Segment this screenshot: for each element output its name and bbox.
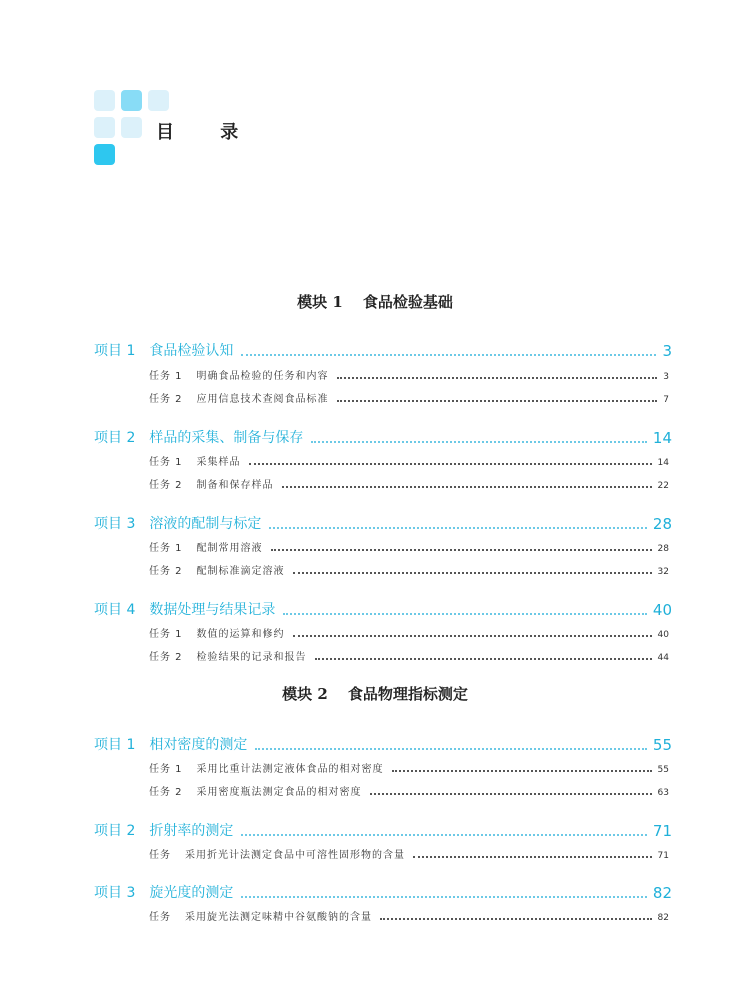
page-number: 14 bbox=[652, 429, 672, 447]
page-number: 40 bbox=[652, 601, 672, 619]
toc-task-entry[interactable] bbox=[149, 368, 669, 382]
toc-project-entry[interactable] bbox=[94, 515, 672, 533]
dot-leader bbox=[370, 793, 652, 795]
dot-leader bbox=[283, 613, 647, 615]
toc-task-entry[interactable] bbox=[149, 626, 669, 640]
page-number: 55 bbox=[657, 765, 669, 775]
page-number: 63 bbox=[657, 788, 669, 798]
task-label: 任务 1 采集样品 bbox=[149, 457, 241, 468]
toc-task-entry[interactable] bbox=[149, 847, 669, 861]
dot-leader bbox=[249, 463, 652, 465]
page-number: 55 bbox=[652, 736, 672, 754]
module-name: 食品物理指标测定 bbox=[347, 685, 468, 703]
task-label: 任务 1 明确食品检验的任务和内容 bbox=[149, 371, 329, 382]
dot-leader bbox=[311, 441, 647, 443]
page-number: 44 bbox=[657, 653, 669, 663]
dot-leader bbox=[293, 635, 652, 637]
page-number: 71 bbox=[657, 851, 669, 861]
page-number: 71 bbox=[652, 822, 672, 840]
toc-task-entry[interactable] bbox=[149, 761, 669, 775]
task-label: 任务 1 配制常用溶液 bbox=[149, 543, 263, 554]
deco-square bbox=[94, 117, 115, 138]
task-label: 任务 采用旋光法测定味精中谷氨酸钠的含量 bbox=[149, 912, 372, 923]
module-title bbox=[0, 291, 750, 312]
page-number: 3 bbox=[663, 372, 669, 382]
module-title bbox=[0, 683, 750, 704]
dot-leader bbox=[241, 354, 656, 356]
project-label: 项目 1 食品检验认知 bbox=[94, 343, 234, 359]
page-number: 28 bbox=[657, 544, 669, 554]
project-label: 项目 3 溶液的配制与标定 bbox=[94, 516, 262, 532]
toc-task-entry[interactable] bbox=[149, 649, 669, 663]
deco-square bbox=[121, 117, 142, 138]
task-label: 任务 2 采用密度瓶法测定食品的相对密度 bbox=[149, 787, 362, 798]
toc-project-entry[interactable] bbox=[94, 884, 672, 902]
toc-title: 目 录 bbox=[156, 122, 259, 143]
toc-task-entry[interactable] bbox=[149, 540, 669, 554]
project-label: 项目 3 旋光度的测定 bbox=[94, 885, 234, 901]
dot-leader bbox=[255, 748, 647, 750]
page-number: 3 bbox=[662, 342, 672, 360]
page-number: 40 bbox=[657, 630, 669, 640]
project-label: 项目 4 数据处理与结果记录 bbox=[94, 602, 276, 618]
dot-leader bbox=[271, 549, 652, 551]
project-label: 项目 2 折射率的测定 bbox=[94, 823, 234, 839]
task-label: 任务 2 配制标准滴定溶液 bbox=[149, 566, 285, 577]
task-label: 任务 1 采用比重计法测定液体食品的相对密度 bbox=[149, 764, 384, 775]
toc-task-entry[interactable] bbox=[149, 454, 669, 468]
dot-leader bbox=[293, 572, 652, 574]
task-label: 任务 采用折光计法测定食品中可溶性固形物的含量 bbox=[149, 850, 405, 861]
module-name: 食品检验基础 bbox=[362, 293, 453, 311]
dot-leader bbox=[241, 896, 647, 898]
page-number: 82 bbox=[652, 884, 672, 902]
dot-leader bbox=[269, 527, 647, 529]
page-number: 7 bbox=[663, 395, 669, 405]
toc-project-entry[interactable] bbox=[94, 601, 672, 619]
dot-leader bbox=[282, 486, 652, 488]
deco-square bbox=[94, 144, 115, 165]
toc-project-entry[interactable] bbox=[94, 342, 672, 360]
toc-task-entry[interactable] bbox=[149, 563, 669, 577]
dot-leader bbox=[392, 770, 652, 772]
deco-square bbox=[94, 90, 115, 111]
deco-square bbox=[121, 90, 142, 111]
toc-task-entry[interactable] bbox=[149, 391, 669, 405]
task-label: 任务 2 制备和保存样品 bbox=[149, 480, 274, 491]
dot-leader bbox=[241, 834, 647, 836]
toc-task-entry[interactable] bbox=[149, 477, 669, 491]
deco-square bbox=[148, 90, 169, 111]
project-label: 项目 1 相对密度的测定 bbox=[94, 737, 248, 753]
dot-leader bbox=[315, 658, 652, 660]
dot-leader bbox=[337, 377, 658, 379]
toc-project-entry[interactable] bbox=[94, 736, 672, 754]
module-number: 模块 1 bbox=[297, 293, 343, 311]
page-number: 22 bbox=[657, 481, 669, 491]
page-number: 28 bbox=[652, 515, 672, 533]
task-label: 任务 2 应用信息技术查阅食品标准 bbox=[149, 394, 329, 405]
page-number: 82 bbox=[657, 913, 669, 923]
project-label: 项目 2 样品的采集、制备与保存 bbox=[94, 430, 304, 446]
module-number: 模块 2 bbox=[282, 685, 328, 703]
toc-project-entry[interactable] bbox=[94, 822, 672, 840]
task-label: 任务 2 检验结果的记录和报告 bbox=[149, 652, 307, 663]
dot-leader bbox=[380, 918, 652, 920]
task-label: 任务 1 数值的运算和修约 bbox=[149, 629, 285, 640]
toc-task-entry[interactable] bbox=[149, 909, 669, 923]
toc-project-entry[interactable] bbox=[94, 429, 672, 447]
toc-task-entry[interactable] bbox=[149, 784, 669, 798]
dot-leader bbox=[337, 400, 658, 402]
page-number: 14 bbox=[657, 458, 669, 468]
page-number: 32 bbox=[657, 567, 669, 577]
dot-leader bbox=[413, 856, 652, 858]
